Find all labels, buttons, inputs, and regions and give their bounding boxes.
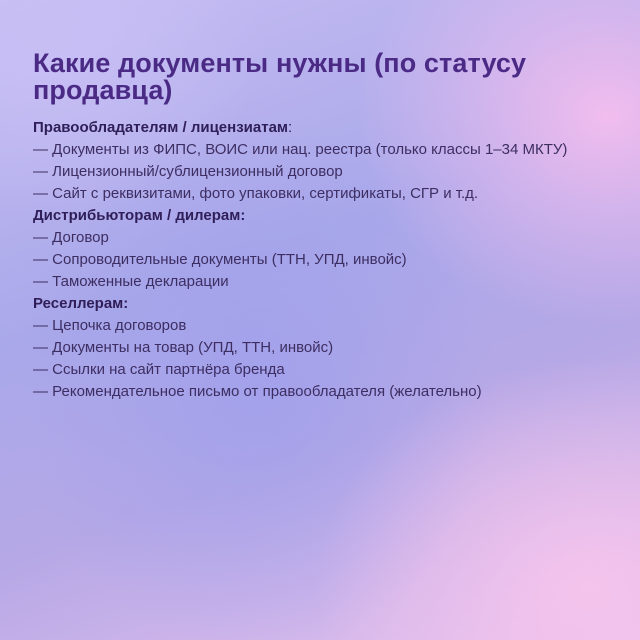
list-item: — Договор: [33, 229, 109, 246]
list-item: — Сайт с реквизитами, фото упаковки, сертификаты, СГР и т.д.: [33, 185, 479, 202]
section-heading: Реселлерам:: [33, 295, 129, 312]
list-item: — Цепочка договоров: [33, 317, 187, 334]
list-item: — Документы на товар (УПД, ТТН, инвойс): [33, 339, 334, 356]
list-item: — Ссылки на сайт партнёра бренда: [33, 361, 285, 378]
section-heading-text: Правообладателям / лицензиатам: [33, 119, 289, 136]
list-item: — Сопроводительные документы (ТТН, УПД, инвойс): [33, 251, 407, 268]
section-distributors: [33, 205, 593, 293]
page-title: Какие документы нужны (по статусу продавца): [33, 48, 527, 105]
section-heading: Дистрибьюторам / дилерам:: [33, 207, 246, 224]
section-resellers: [33, 293, 593, 403]
document-content: [33, 50, 593, 403]
section-rightholders: [33, 117, 593, 205]
list-item: — Документы из ФИПС, ВОИС или нац. реестра (только классы 1–34 МКТУ): [33, 141, 568, 158]
section-heading-colon: :: [288, 119, 293, 136]
list-item: — Рекомендательное письмо от правообладателя (желательно): [33, 383, 482, 400]
section-heading: [33, 117, 593, 139]
list-item: — Лицензионный/сублицензионный договор: [33, 163, 343, 180]
list-item: — Таможенные декларации: [33, 273, 229, 290]
